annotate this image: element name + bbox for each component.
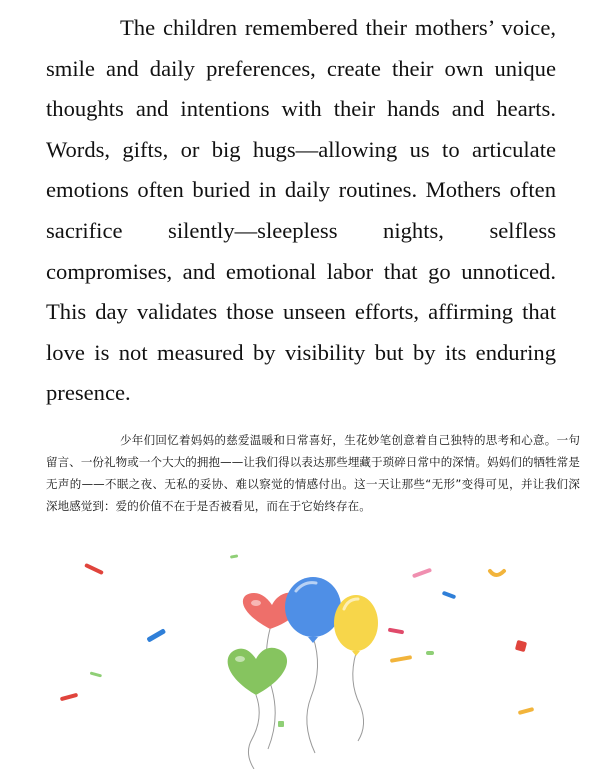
chinese-paragraph: 少年们回忆着妈妈的慈爱温暖和日常喜好，生花妙笔创意着自己独特的思考和心意。一句留言、一份礼物或一个大大的拥抱——让我们得以表达那些埋藏于琐碎日常中的深情。妈妈们的牺牲常是无声的——不眠之夜、无私的妥协、难以察觉的情感付出。这一天让那些“无形”变得可见，并让我们深深地感觉到：爱的价值不在于是否被看见，而在于它始终存在。 [46, 433, 580, 513]
green-heart-balloon [228, 648, 287, 695]
yellow-balloon [334, 595, 378, 656]
blue-balloon [285, 577, 341, 643]
balloons-confetti-illustration [0, 545, 592, 769]
confetti [60, 554, 534, 727]
english-paragraph: The children remembered their mothers’ voice, smile and daily preferences, create their own unique thoughts and intentions with their hands and hearts. Words, gifts, or big hugs—allowing us to articulate emotions often buried in daily routines. Mothers often sacrifice silently—sleepless nights, selfless compromises, and emotional labor that go unnoticed. This day validates those unseen efforts, affirming that love is not measured by visibility but by its enduring presence. [46, 15, 556, 406]
